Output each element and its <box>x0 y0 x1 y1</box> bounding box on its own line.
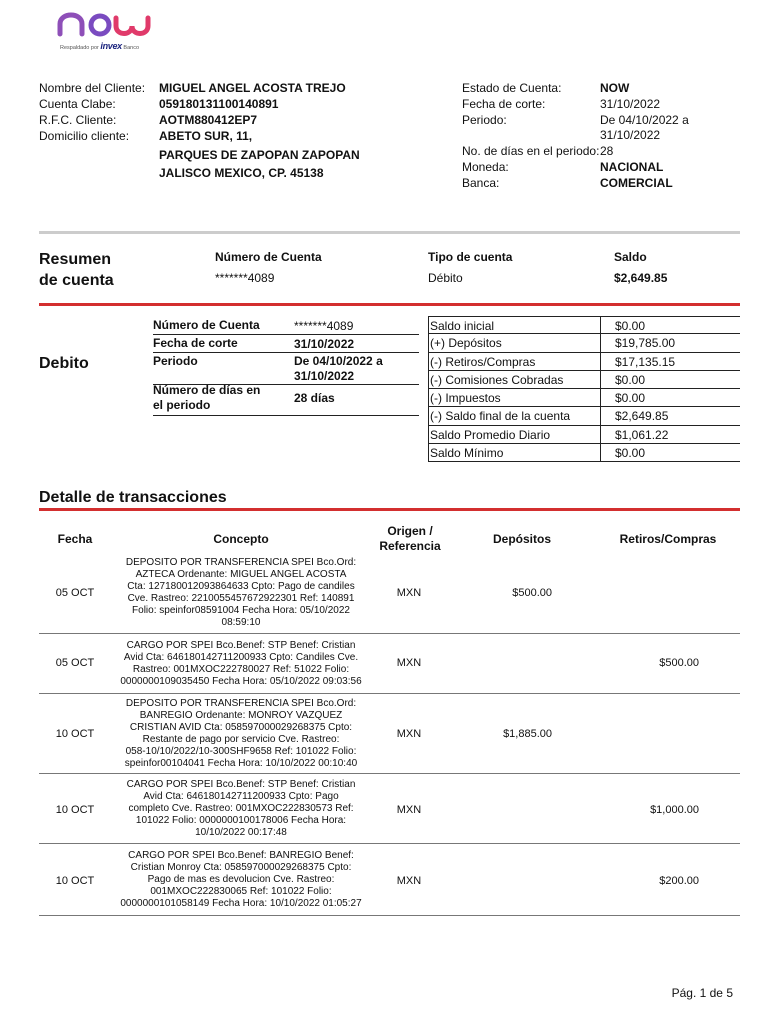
balance-row <box>428 426 740 444</box>
balance-label: Saldo Promedio Diario <box>430 427 551 442</box>
balance-label: Saldo Mínimo <box>430 446 504 461</box>
resumen-numero-header: Número de Cuenta <box>215 250 322 264</box>
transaction-withdrawal: $200.00 <box>659 875 699 887</box>
concept-line: completo Cve. Rastreo: 001MXOC222830573 Ref: <box>128 803 354 814</box>
concept-line: Avid Cta: 646180142711200933 Cpto: Pago <box>143 791 339 802</box>
resumen-tipo-value: Débito <box>428 271 463 285</box>
fecha-corte-label: Fecha de corte: <box>462 97 546 111</box>
now-invex-logo <box>56 10 166 54</box>
resumen-title-line-1: Resumen <box>39 251 112 268</box>
balance-row <box>428 334 740 352</box>
red-divider <box>39 303 740 306</box>
resumen-numero-value: *******4089 <box>215 271 275 285</box>
now-logo-mark <box>56 10 160 40</box>
debito-row-line <box>153 334 419 335</box>
concept-line: Restante de pago por servicio Cve. Rastreo: <box>142 734 340 745</box>
balance-label: (-) Retiros/Compras <box>430 354 536 369</box>
balance-value: $1,061.22 <box>615 427 669 442</box>
balance-row <box>428 407 740 425</box>
concept-line: BANREGIO Ordenante: MONROY VAZQUEZ <box>139 710 343 721</box>
periodo-line-2: 31/10/2022 <box>600 128 661 142</box>
concept-line: CRISTIAN AVID Cta: 058597000029268375 Cpto: <box>129 722 353 733</box>
concept-line: 101022 Folio: 0000000100178006 Fecha Hora: <box>135 815 347 826</box>
balance-row <box>428 353 740 371</box>
transaction-concept <box>111 698 371 770</box>
debito-numero-label: Número de Cuenta <box>153 318 260 332</box>
transaction-origin: MXN <box>396 728 422 740</box>
header-origen <box>364 524 456 554</box>
balance-row <box>428 371 740 389</box>
debito-row-line <box>153 415 419 416</box>
balance-label: (-) Impuestos <box>430 391 501 406</box>
transaction-row <box>39 696 740 774</box>
debito-fecha-value: 31/10/2022 <box>294 337 355 351</box>
transaction-concept <box>111 557 371 629</box>
balance-row <box>428 444 740 462</box>
concept-line: Rastreo: 001MXOC222780027 Ref: 51022 Folio: <box>132 664 350 675</box>
transaction-withdrawal: $500.00 <box>659 657 699 669</box>
moneda-value: NACIONAL <box>600 160 664 174</box>
concept-line: 08:59:10 <box>221 617 261 628</box>
fecha-corte-value: 31/10/2022 <box>600 97 661 111</box>
transaction-date: 10 OCT <box>55 804 95 816</box>
transaction-row <box>39 636 740 694</box>
resumen-tipo-header: Tipo de cuenta <box>428 250 513 264</box>
clabe-value: 059180131100140891 <box>159 97 279 111</box>
debito-dias-value: 28 días <box>294 391 335 405</box>
estado-value: NOW <box>600 81 630 95</box>
transaction-concept <box>111 779 371 839</box>
header-retiros: Retiros/Compras <box>619 532 717 546</box>
transaction-concept <box>111 640 371 688</box>
concept-line: 058-10/10/2022/10-300SHF9658 Ref: 101022 Folio: <box>125 746 357 757</box>
resumen-title <box>39 249 114 291</box>
page-number: Pág. 1 de 5 <box>671 986 733 1000</box>
clabe-label: Cuenta Clabe: <box>39 97 116 111</box>
detalle-title: Detalle de transacciones <box>39 489 227 506</box>
concept-line: CARGO POR SPEI Bco.Benef: STP Benef: Cristian <box>126 779 356 790</box>
concept-line: DEPOSITO POR TRANSFERENCIA SPEI Bco.Ord: <box>125 557 357 568</box>
header-fecha: Fecha <box>57 532 93 546</box>
balance-label: Saldo inicial <box>430 319 495 333</box>
debito-title: Debito <box>39 355 89 372</box>
debito-dias-label-line-2: el periodo <box>153 398 211 412</box>
red-divider <box>39 508 740 511</box>
concept-line: speinfor00104041 Fecha Hora: 10/10/2022 00:10:40 <box>124 758 358 769</box>
logo-tagline: Respaldado por invex Banco <box>60 41 140 51</box>
concept-line: 10/10/2022 00:17:48 <box>195 827 287 838</box>
debito-row-line <box>153 352 419 353</box>
balance-value: $2,649.85 <box>615 409 669 424</box>
debito-periodo-line-2: 31/10/2022 <box>294 369 355 383</box>
transaction-date: 10 OCT <box>55 875 95 887</box>
balance-table <box>428 316 740 462</box>
concept-line: Cta: 127180012093864633 Cpto: Pago de candiles <box>127 581 355 592</box>
concept-line: Avid Cta: 646180142711200933 Cpto: Candiles Cve. <box>123 652 359 663</box>
debito-periodo-label: Periodo <box>153 354 198 368</box>
balance-row <box>428 389 740 407</box>
dias-value: 28 <box>600 144 614 158</box>
transaction-row <box>39 776 740 844</box>
client-name: MIGUEL ANGEL ACOSTA TREJO <box>159 81 346 95</box>
transaction-date: 10 OCT <box>55 728 95 740</box>
header-concepto: Concepto <box>213 532 269 546</box>
address-label: Domicilio cliente: <box>39 129 130 143</box>
transaction-origin: MXN <box>396 804 422 816</box>
moneda-label: Moneda: <box>462 160 509 174</box>
transaction-origin: MXN <box>396 875 422 887</box>
rfc-value: AOTM880412EP7 <box>159 113 258 127</box>
header-origen-line-2: Referencia <box>379 539 441 553</box>
resumen-saldo-header: Saldo <box>614 250 647 264</box>
balance-value: $17,135.15 <box>615 354 676 369</box>
resumen-title-line-2: de cuenta <box>39 272 114 289</box>
transaction-date: 05 OCT <box>55 587 95 599</box>
transaction-date: 05 OCT <box>55 657 95 669</box>
concept-line: Pago de mas es devolucion Cve. Rastreo: <box>147 874 335 885</box>
address-line-3: JALISCO MEXICO, CP. 45138 <box>159 166 324 180</box>
transaction-origin: MXN <box>396 657 422 669</box>
balance-value: $0.00 <box>615 391 646 406</box>
transaction-withdrawal: $1,000.00 <box>650 804 699 816</box>
concept-line: DEPOSITO POR TRANSFERENCIA SPEI Bco.Ord: <box>125 698 357 709</box>
balance-label: (+) Depósitos <box>430 336 502 351</box>
transaction-origin: MXN <box>396 587 422 599</box>
rfc-label: R.F.C. Cliente: <box>39 113 117 127</box>
balance-value: $0.00 <box>615 372 646 387</box>
transaction-row <box>39 555 740 634</box>
balance-value: $0.00 <box>615 446 646 461</box>
address-line-2: PARQUES DE ZAPOPAN ZAPOPAN <box>159 148 360 162</box>
debito-numero-value: *******4089 <box>294 319 354 333</box>
concept-line: Cve. Rastreo: 2210055457672922301 Ref: 140891 <box>127 593 355 604</box>
header-depositos: Depósitos <box>492 532 551 546</box>
debito-dias-label-line-1: Número de días en <box>153 383 261 397</box>
transaction-row <box>39 846 740 916</box>
concept-line: Folio: speinfor08591004 Fecha Hora: 05/10/2022 <box>132 605 350 616</box>
balance-label: (-) Saldo final de la cuenta <box>430 409 571 424</box>
debito-fecha-label: Fecha de corte <box>153 336 238 350</box>
banca-value: COMERCIAL <box>600 176 673 190</box>
address-line-1: ABETO SUR, 11, <box>159 129 253 143</box>
concept-line: Cristian Monroy Cta: 058597000029268375 Cpto: <box>130 862 352 873</box>
periodo-line-1: De 04/10/2022 a <box>600 113 689 127</box>
header-origen-line-1: Origen / <box>387 524 433 538</box>
concept-line: AZTECA Ordenante: MIGUEL ANGEL ACOSTA <box>135 569 347 580</box>
periodo-label: Periodo: <box>462 113 507 127</box>
concept-line: 0000000109035450 Fecha Hora: 05/10/2022 09:03:56 <box>120 676 362 687</box>
transaction-concept <box>111 850 371 910</box>
estado-label: Estado de Cuenta: <box>462 81 562 95</box>
concept-line: CARGO POR SPEI Bco.Benef: BANREGIO Benef: <box>128 850 354 861</box>
transaction-deposit: $1,885.00 <box>503 728 552 740</box>
debito-periodo-line-1: De 04/10/2022 a <box>294 354 383 368</box>
banca-label: Banca: <box>462 176 500 190</box>
concept-line: CARGO POR SPEI Bco.Benef: STP Benef: Cristian <box>126 640 356 651</box>
transaction-deposit: $500.00 <box>512 587 552 599</box>
balance-value: $19,785.00 <box>615 336 676 351</box>
client-name-label: Nombre del Cliente: <box>39 81 146 95</box>
balance-label: (-) Comisiones Cobradas <box>430 372 564 387</box>
dias-label: No. de días en el periodo: <box>462 144 600 158</box>
resumen-saldo-value: $2,649.85 <box>614 271 668 285</box>
divider <box>39 231 740 234</box>
balance-value: $0.00 <box>615 319 646 333</box>
concept-line: 0000000101058149 Fecha Hora: 10/10/2022 01:05:27 <box>120 898 362 909</box>
balance-row <box>428 316 740 334</box>
concept-line: 001MXOC222830065 Ref: 101022 Folio: <box>150 886 332 897</box>
